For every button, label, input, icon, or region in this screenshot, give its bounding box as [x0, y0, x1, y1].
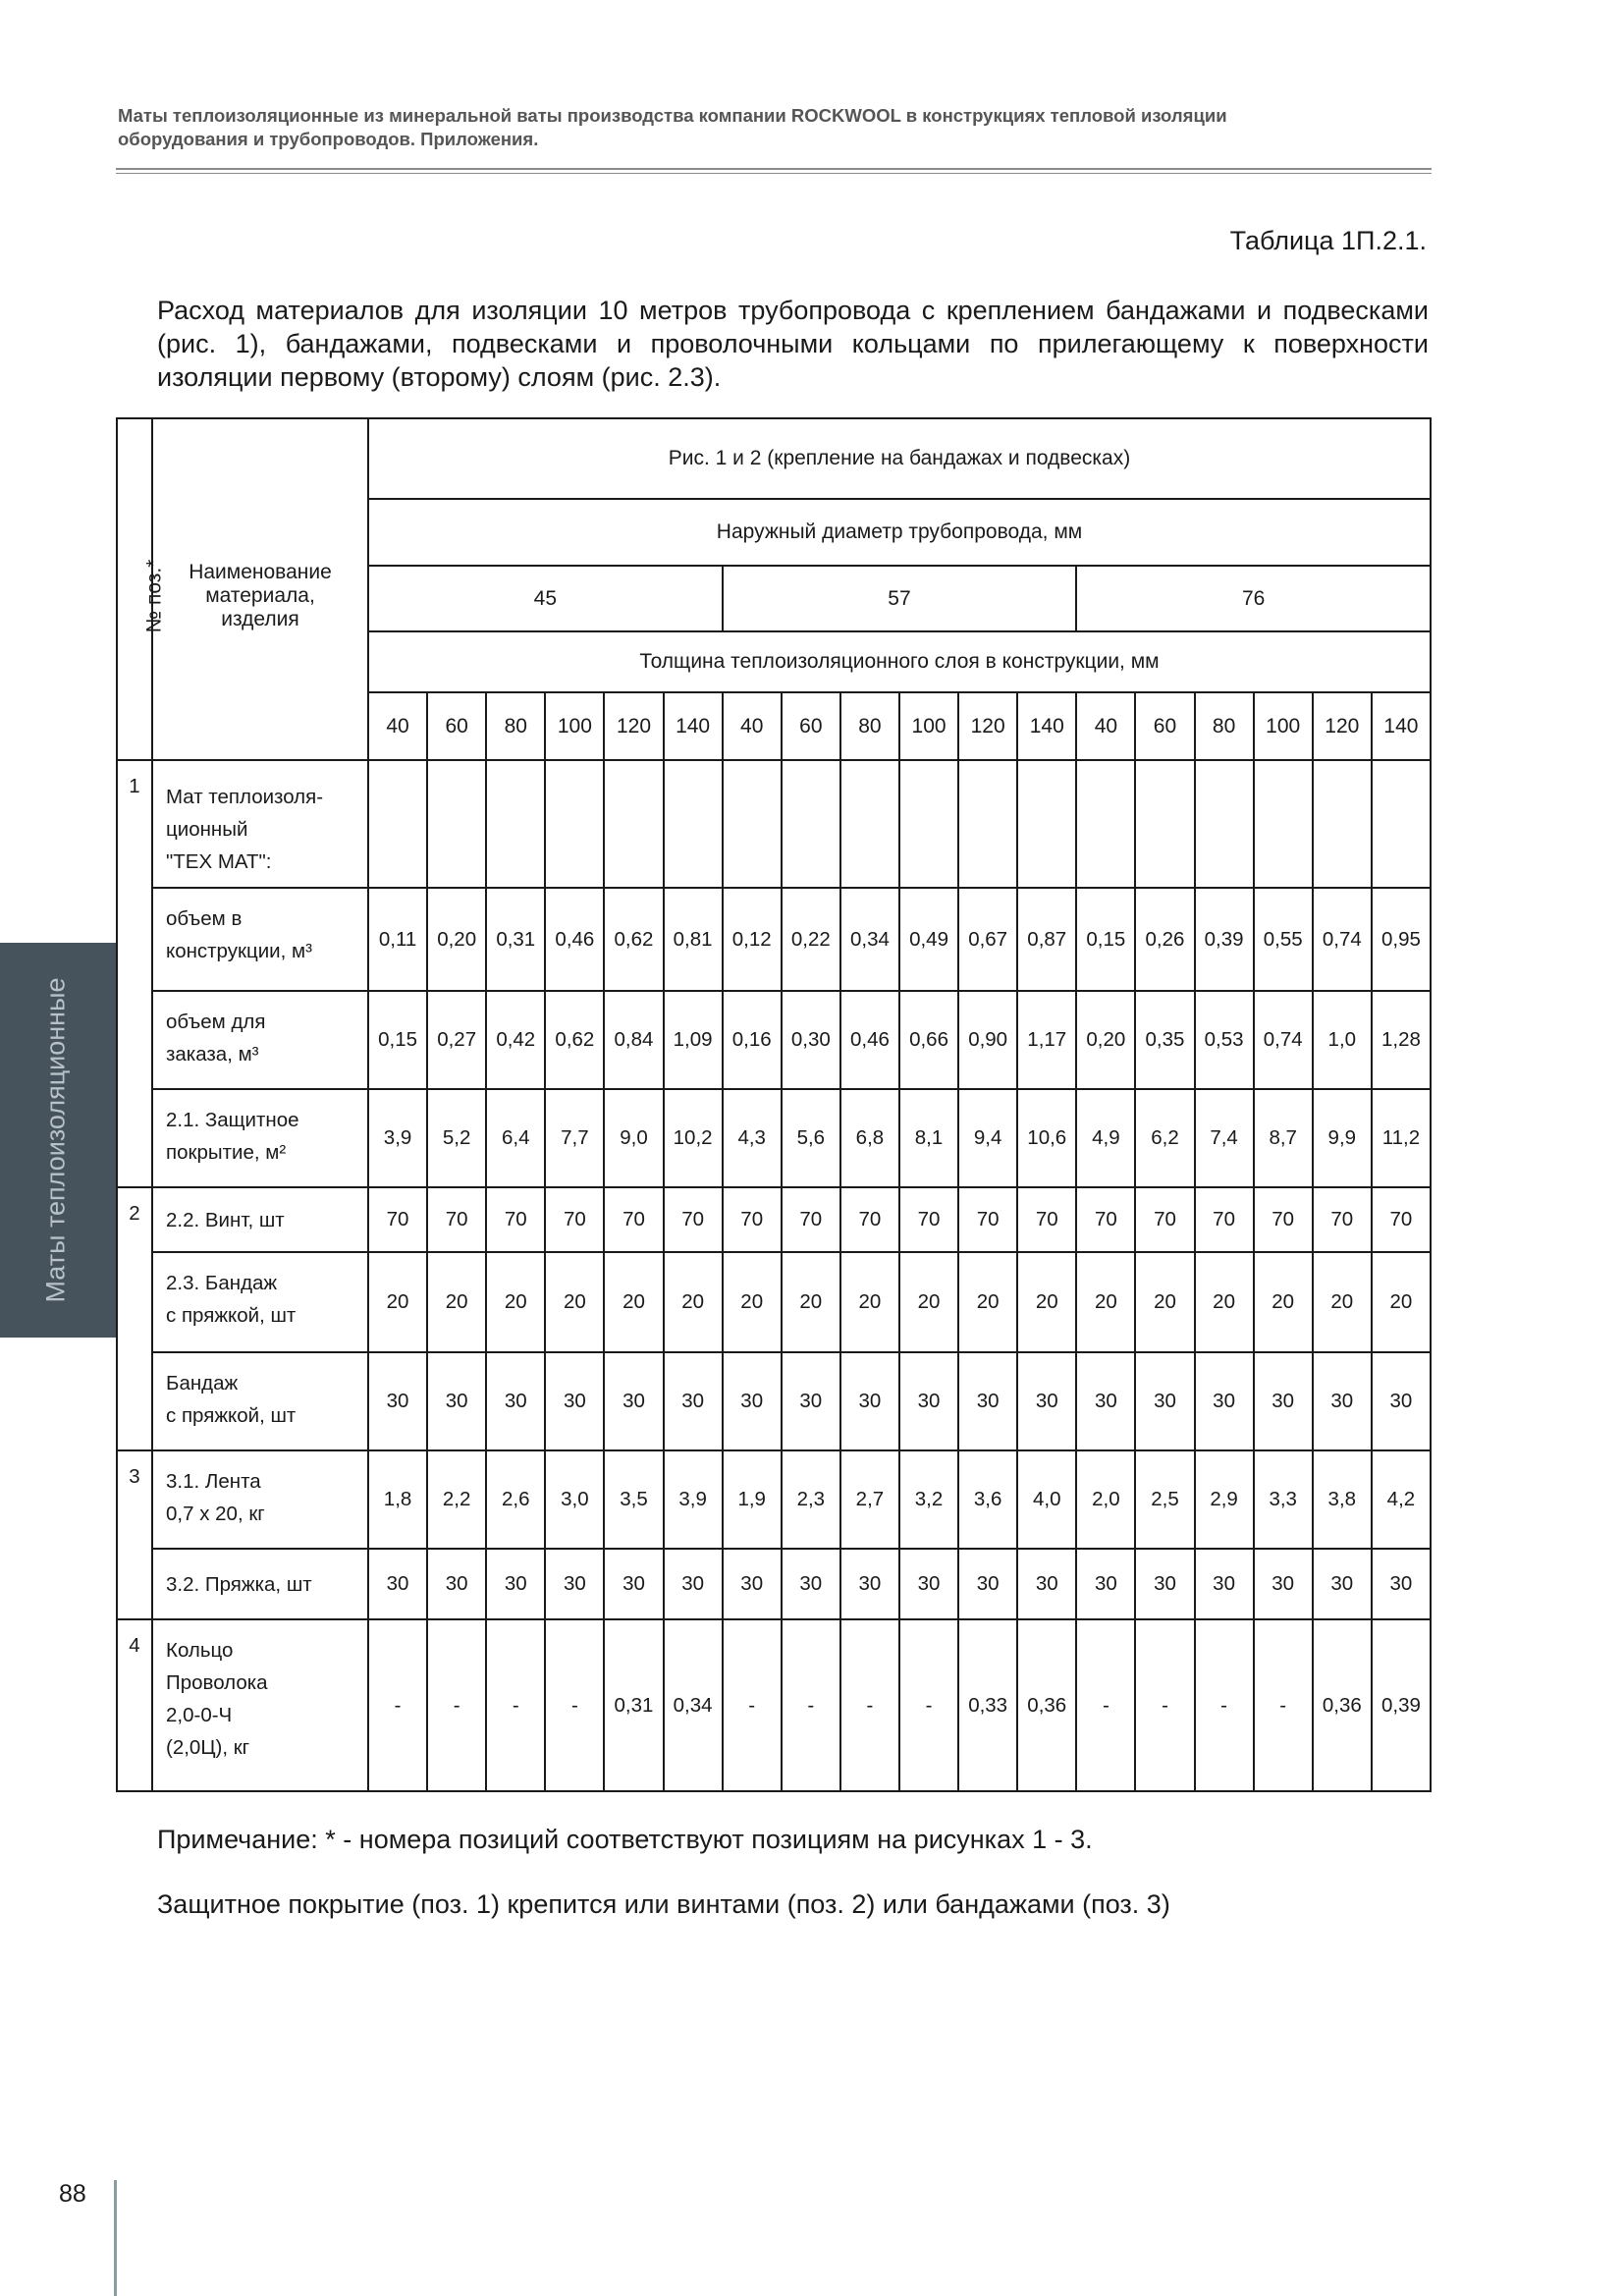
table-cell: 20: [1372, 1252, 1431, 1352]
table-cell: 9,4: [958, 1089, 1017, 1187]
table-cell: 2,9: [1195, 1450, 1254, 1549]
row-position: [117, 1549, 152, 1619]
thickness-header-cell: 40: [368, 692, 427, 760]
row-material-name: объем для заказа, м³: [152, 991, 368, 1089]
table-cell: -: [368, 1619, 427, 1791]
thickness-header-cell: 140: [1372, 692, 1431, 760]
table-cell: 0,87: [1017, 888, 1076, 991]
table-cell: -: [486, 1619, 545, 1791]
table-cell: 70: [486, 1187, 545, 1252]
table-cell-empty: [1372, 760, 1431, 888]
table-cell: 30: [958, 1549, 1017, 1619]
table-cell: 20: [545, 1252, 604, 1352]
table-cell: 20: [782, 1252, 840, 1352]
table-row: [117, 991, 1431, 1089]
table-cell: 2,7: [840, 1450, 899, 1549]
table-cell: 30: [427, 1549, 486, 1619]
table-cell: 0,66: [899, 991, 958, 1089]
table-cell: 20: [1017, 1252, 1076, 1352]
table-cell: 2,2: [427, 1450, 486, 1549]
table-caption: Таблица 1П.2.1.: [1229, 226, 1427, 255]
table-cell: 2,0: [1076, 1450, 1135, 1549]
table-cell: 30: [604, 1549, 663, 1619]
table-cell: 30: [1254, 1549, 1313, 1619]
table-cell: 3,9: [368, 1089, 427, 1187]
table-row: [117, 1352, 1431, 1450]
thickness-header-cell: 140: [664, 692, 723, 760]
table-cell: 0,27: [427, 991, 486, 1089]
table-cell: 9,9: [1313, 1089, 1372, 1187]
table-cell: 70: [664, 1187, 723, 1252]
table-cell: 30: [664, 1549, 723, 1619]
table-cell: 70: [1076, 1187, 1135, 1252]
table-cell: 0,67: [958, 888, 1017, 991]
table-cell: 70: [1313, 1187, 1372, 1252]
table-cell: 30: [604, 1352, 663, 1450]
table-cell: 30: [840, 1352, 899, 1450]
table-row: [117, 1252, 1431, 1352]
table-cell: 70: [723, 1187, 782, 1252]
table-cell: 0,22: [782, 888, 840, 991]
table-cell: 70: [1195, 1187, 1254, 1252]
page-number-bar: [114, 2180, 117, 2296]
table-cell: 30: [899, 1352, 958, 1450]
row-material-name: объем в конструкции, м³: [152, 888, 368, 991]
table-description: Расход материалов для изоляции 10 метров трубопровода с креплением бандажами и подвесками (рис. 1), бандажами, подвесками и проволочными кольцами по прилегающему к поверхности изоляции первому (второму) слоям (рис. 2.3).: [157, 296, 1429, 392]
table-cell: 20: [664, 1252, 723, 1352]
diameter-header: Наружный диаметр трубопровода, мм: [368, 499, 1431, 566]
row-position: [117, 1352, 152, 1450]
table-cell: 0,26: [1135, 888, 1194, 991]
table-cell: 30: [1076, 1549, 1135, 1619]
table-cell: 0,46: [545, 888, 604, 991]
table-cell: 2,5: [1135, 1450, 1194, 1549]
header-rule: [116, 168, 1432, 170]
table-cell: 0,39: [1195, 888, 1254, 991]
table-cell: 6,4: [486, 1089, 545, 1187]
thickness-header-cell: 60: [1135, 692, 1194, 760]
running-header: [118, 104, 1434, 151]
table-cell: 0,42: [486, 991, 545, 1089]
row-material-name: 2.2. Винт, шт: [152, 1187, 368, 1252]
thickness-header-cell: 100: [545, 692, 604, 760]
table-cell: 8,1: [899, 1089, 958, 1187]
table-cell: 20: [486, 1252, 545, 1352]
table-cell: 20: [427, 1252, 486, 1352]
table-cell: 2,6: [486, 1450, 545, 1549]
table-cell: 0,74: [1313, 888, 1372, 991]
running-header-line-1: Маты теплоизоляционные из минеральной ваты производства компании ROCKWOOL в конструкциях тепловой изоляции: [118, 105, 1227, 126]
note-protective-cover: Защитное покрытие (поз. 1) крепится или винтами (поз. 2) или бандажами (поз. 3): [157, 1889, 1170, 1919]
table-cell: 0,36: [1017, 1619, 1076, 1791]
position-header-bottom: [117, 692, 152, 760]
table-cell: -: [723, 1619, 782, 1791]
thickness-header-cell: 80: [486, 692, 545, 760]
table-cell: 20: [604, 1252, 663, 1352]
thickness-header-cell: 60: [782, 692, 840, 760]
position-header-top: [117, 418, 152, 499]
header-rule-thin: [116, 173, 1432, 174]
table-cell: 70: [1254, 1187, 1313, 1252]
table-cell: 6,2: [1135, 1089, 1194, 1187]
table-cell: 70: [782, 1187, 840, 1252]
table-cell: 1,0: [1313, 991, 1372, 1089]
material-header-top: [152, 418, 368, 499]
table-cell: 30: [1076, 1352, 1135, 1450]
row-position: [117, 1089, 152, 1187]
table-cell: 1,28: [1372, 991, 1431, 1089]
table-cell: 30: [899, 1549, 958, 1619]
table-cell-empty: [1076, 760, 1135, 888]
table-cell: 1,09: [664, 991, 723, 1089]
table-cell: 30: [1313, 1352, 1372, 1450]
table-cell: 9,0: [604, 1089, 663, 1187]
thickness-header-cell: 40: [723, 692, 782, 760]
table-cell: 0,16: [723, 991, 782, 1089]
table-row: [117, 1549, 1431, 1619]
row-material-name: Бандаж с пряжкой, шт: [152, 1352, 368, 1450]
table-cell: 70: [427, 1187, 486, 1252]
row-position: 3: [117, 1450, 152, 1549]
table-cell: 30: [1313, 1549, 1372, 1619]
table-cell: 70: [840, 1187, 899, 1252]
materials-table: [116, 417, 1432, 1792]
table-cell: 30: [545, 1549, 604, 1619]
table-cell: 20: [1254, 1252, 1313, 1352]
table-cell: 3,5: [604, 1450, 663, 1549]
table-cell: 0,55: [1254, 888, 1313, 991]
thickness-header-cell: 120: [604, 692, 663, 760]
table-cell: 70: [1372, 1187, 1431, 1252]
table-cell-empty: [545, 760, 604, 888]
table-cell: 30: [723, 1549, 782, 1619]
page-number: 88: [59, 2180, 86, 2208]
table-cell: -: [782, 1619, 840, 1791]
position-header-label: № поз.*: [142, 559, 166, 632]
diameter-header-cell: 57: [723, 566, 1077, 631]
table-cell: 3,0: [545, 1450, 604, 1549]
thickness-header-cell: 80: [840, 692, 899, 760]
table-cell: 30: [1017, 1352, 1076, 1450]
table-cell-empty: [1135, 760, 1194, 888]
table-cell: 1,9: [723, 1450, 782, 1549]
table-cell: 10,6: [1017, 1089, 1076, 1187]
group-header: Рис. 1 и 2 (крепление на бандажах и подвесках): [368, 418, 1431, 499]
table-cell: 70: [1135, 1187, 1194, 1252]
table-row: [117, 1089, 1431, 1187]
table-cell-empty: [368, 760, 427, 888]
table-cell: 0,39: [1372, 1619, 1431, 1791]
table-cell: 3,3: [1254, 1450, 1313, 1549]
table-cell: 4,0: [1017, 1450, 1076, 1549]
table-cell: 20: [899, 1252, 958, 1352]
table-cell: 0,15: [1076, 888, 1135, 991]
thickness-header-cell: 100: [899, 692, 958, 760]
section-side-tab-label: Маты теплоизоляционные: [40, 977, 71, 1303]
table-cell: -: [1135, 1619, 1194, 1791]
row-material-name: 2.1. Защитное покрытие, м²: [152, 1089, 368, 1187]
row-material-name: 3.2. Пряжка, шт: [152, 1549, 368, 1619]
table-cell: 20: [840, 1252, 899, 1352]
table-cell: -: [1254, 1619, 1313, 1791]
table-cell: 70: [604, 1187, 663, 1252]
table-row: [117, 1619, 1431, 1791]
table-cell: 3,9: [664, 1450, 723, 1549]
table-cell: 0,34: [840, 888, 899, 991]
table-cell: 30: [840, 1549, 899, 1619]
row-position: [117, 888, 152, 991]
table-cell: 0,95: [1372, 888, 1431, 991]
table-cell: 30: [1195, 1352, 1254, 1450]
table-cell: 3,8: [1313, 1450, 1372, 1549]
table-cell: 30: [782, 1549, 840, 1619]
row-position: [117, 1252, 152, 1352]
table-cell: 20: [1195, 1252, 1254, 1352]
table-cell: 0,35: [1135, 991, 1194, 1089]
table-cell-empty: [1195, 760, 1254, 888]
table-cell: 70: [899, 1187, 958, 1252]
table-cell: 0,81: [664, 888, 723, 991]
table-cell: 20: [1313, 1252, 1372, 1352]
thickness-header-cell: 40: [1076, 692, 1135, 760]
table-cell: 0,46: [840, 991, 899, 1089]
table-cell: 30: [1195, 1549, 1254, 1619]
table-cell: 0,36: [1313, 1619, 1372, 1791]
table-cell-empty: [486, 760, 545, 888]
table-cell: 20: [1076, 1252, 1135, 1352]
table-cell: 0,31: [604, 1619, 663, 1791]
table-cell: 4,9: [1076, 1089, 1135, 1187]
table-cell: 70: [958, 1187, 1017, 1252]
table-cell-empty: [958, 760, 1017, 888]
table-cell: 7,4: [1195, 1089, 1254, 1187]
table-cell-empty: [782, 760, 840, 888]
table-cell: 70: [368, 1187, 427, 1252]
table-cell: 30: [782, 1352, 840, 1450]
thickness-header-cell: 120: [1313, 692, 1372, 760]
table-cell: -: [899, 1619, 958, 1791]
table-cell-empty: [1017, 760, 1076, 888]
table-cell: 2,3: [782, 1450, 840, 1549]
table-cell: 30: [1017, 1549, 1076, 1619]
table-cell: 30: [486, 1549, 545, 1619]
table-cell: 30: [958, 1352, 1017, 1450]
table-cell: 7,7: [545, 1089, 604, 1187]
table-cell: 0,62: [545, 991, 604, 1089]
table-cell: 70: [1017, 1187, 1076, 1252]
table-cell: 1,17: [1017, 991, 1076, 1089]
diameter-header-cell: 76: [1076, 566, 1431, 631]
table-cell: 11,2: [1372, 1089, 1431, 1187]
table-cell: 0,31: [486, 888, 545, 991]
table-cell: 30: [1135, 1549, 1194, 1619]
table-cell: 30: [1254, 1352, 1313, 1450]
table-cell: 30: [1135, 1352, 1194, 1450]
running-header-line-2: оборудования и трубопроводов. Приложения.: [118, 129, 539, 149]
table-cell: 0,74: [1254, 991, 1313, 1089]
table-cell: 4,3: [723, 1089, 782, 1187]
table-cell: 0,49: [899, 888, 958, 991]
table-cell: 3,2: [899, 1450, 958, 1549]
table-cell: 30: [368, 1549, 427, 1619]
table-cell: 0,30: [782, 991, 840, 1089]
table-cell-empty: [840, 760, 899, 888]
table-cell: 30: [368, 1352, 427, 1450]
table-cell-empty: [427, 760, 486, 888]
table-cell: 30: [1372, 1549, 1431, 1619]
table-cell: 1,8: [368, 1450, 427, 1549]
table-cell: 20: [723, 1252, 782, 1352]
row-position: 2: [117, 1187, 152, 1252]
table-cell: -: [1195, 1619, 1254, 1791]
table-cell: 30: [1372, 1352, 1431, 1450]
table-cell-empty: [604, 760, 663, 888]
table-cell: 0,12: [723, 888, 782, 991]
row-position: [117, 991, 152, 1089]
table-cell-empty: [723, 760, 782, 888]
table-cell: 0,33: [958, 1619, 1017, 1791]
table-cell: -: [427, 1619, 486, 1791]
note-positions: Примечание: * - номера позиций соответствуют позициям на рисунках 1 - 3.: [157, 1825, 1093, 1854]
position-header: [117, 499, 166, 692]
table-row: [117, 1450, 1431, 1549]
material-header-bottom: [152, 692, 368, 760]
table-cell: 20: [368, 1252, 427, 1352]
table-cell: 5,2: [427, 1089, 486, 1187]
row-position: 1: [117, 760, 152, 888]
table-cell: -: [545, 1619, 604, 1791]
table-cell-empty: [1313, 760, 1372, 888]
row-position: 4: [117, 1619, 152, 1791]
table-cell: 0,11: [368, 888, 427, 991]
table-cell: 0,53: [1195, 991, 1254, 1089]
row-material-name: Кольцо Проволока 2,0-0-Ч (2,0Ц), кг: [152, 1619, 368, 1791]
table-cell: 20: [958, 1252, 1017, 1352]
table-cell: 3,6: [958, 1450, 1017, 1549]
table-cell: 30: [427, 1352, 486, 1450]
table-cell-empty: [1254, 760, 1313, 888]
table-cell: 30: [545, 1352, 604, 1450]
table-cell: 30: [664, 1352, 723, 1450]
row-material-name: 2.3. Бандаж с пряжкой, шт: [152, 1252, 368, 1352]
thickness-header-cell: 140: [1017, 692, 1076, 760]
table-cell: 0,90: [958, 991, 1017, 1089]
thickness-header-cell: 80: [1195, 692, 1254, 760]
table-cell: 0,34: [664, 1619, 723, 1791]
table-cell: 4,2: [1372, 1450, 1431, 1549]
table-cell: 30: [486, 1352, 545, 1450]
table-cell-empty: [899, 760, 958, 888]
table-cell-empty: [664, 760, 723, 888]
thickness-header-cell: 100: [1254, 692, 1313, 760]
material-header: Наименование материала, изделия: [152, 499, 368, 692]
table-cell: 5,6: [782, 1089, 840, 1187]
thickness-header-cell: 60: [427, 692, 486, 760]
row-material-name: Мат теплоизоля- ционный "ТЕХ МАТ":: [152, 760, 368, 888]
table-cell: 0,84: [604, 991, 663, 1089]
table-cell: 10,2: [664, 1089, 723, 1187]
table-cell: 70: [545, 1187, 604, 1252]
row-material-name: 3.1. Лента 0,7 х 20, кг: [152, 1450, 368, 1549]
table-row: [117, 888, 1431, 991]
table-cell: 30: [723, 1352, 782, 1450]
table-cell: 0,20: [1076, 991, 1135, 1089]
diameter-header-cell: 45: [368, 566, 723, 631]
table-cell: 0,15: [368, 991, 427, 1089]
table-cell: -: [840, 1619, 899, 1791]
table-cell: -: [1076, 1619, 1135, 1791]
table-cell: 6,8: [840, 1089, 899, 1187]
table-cell: 0,62: [604, 888, 663, 991]
table-cell: 20: [1135, 1252, 1194, 1352]
thickness-header: Толщина теплоизоляционного слоя в конструкции, мм: [368, 631, 1431, 692]
table-cell: 0,20: [427, 888, 486, 991]
thickness-header-cell: 120: [958, 692, 1017, 760]
table-cell: 8,7: [1254, 1089, 1313, 1187]
table-row: [117, 1187, 1431, 1252]
